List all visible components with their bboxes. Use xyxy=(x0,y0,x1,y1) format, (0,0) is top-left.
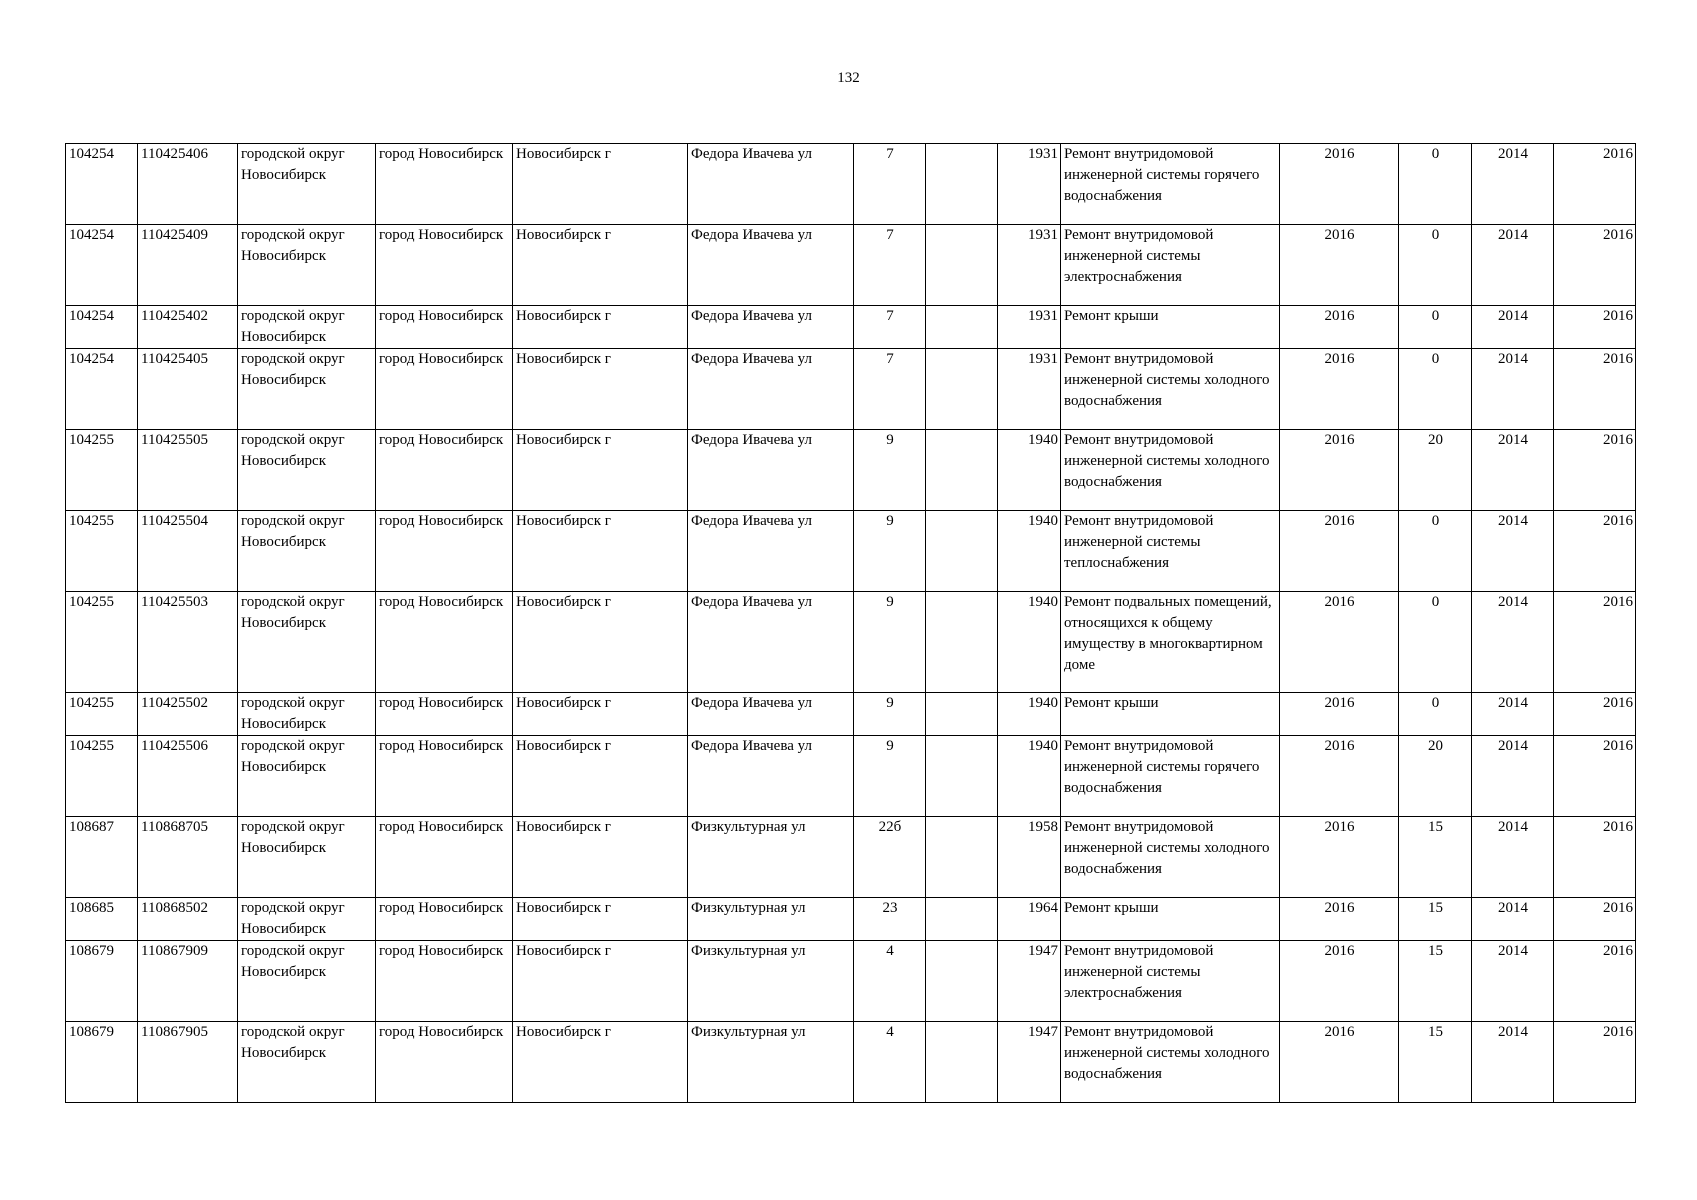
cell-period-start: 2014 xyxy=(1472,349,1554,430)
cell-id: 108679 xyxy=(66,941,138,1022)
cell-house: 4 xyxy=(854,941,926,1022)
cell-year-planned: 2016 xyxy=(1280,736,1399,817)
cell-year-planned: 2016 xyxy=(1280,898,1399,941)
cell-code: 110425402 xyxy=(138,306,238,349)
cell-year-built: 1931 xyxy=(998,349,1061,430)
cell-work: Ремонт внутридомовой инженерной системы электроснабжения xyxy=(1061,225,1280,306)
cell-year-planned: 2016 xyxy=(1280,144,1399,225)
cell-year-built: 1947 xyxy=(998,941,1061,1022)
cell-period-end: 2016 xyxy=(1554,144,1636,225)
cell-code: 110425505 xyxy=(138,430,238,511)
table-row xyxy=(66,898,1636,941)
cell-id: 108679 xyxy=(66,1022,138,1103)
cell-period-end: 2016 xyxy=(1554,511,1636,592)
cell-house: 7 xyxy=(854,306,926,349)
cell-year-built: 1964 xyxy=(998,898,1061,941)
cell-house: 7 xyxy=(854,144,926,225)
cell-period-end: 2016 xyxy=(1554,225,1636,306)
cell-locality: Новосибирск г xyxy=(513,941,688,1022)
table-row xyxy=(66,817,1636,898)
cell-municipality: город Новосибирск xyxy=(376,511,513,592)
cell-period-start: 2014 xyxy=(1472,898,1554,941)
cell-building xyxy=(926,306,998,349)
cell-locality: Новосибирск г xyxy=(513,1022,688,1103)
cell-municipality: город Новосибирск xyxy=(376,349,513,430)
cell-code: 110425504 xyxy=(138,511,238,592)
cell-period-end: 2016 xyxy=(1554,306,1636,349)
capital-repair-table xyxy=(65,143,1636,1103)
cell-id: 104254 xyxy=(66,225,138,306)
cell-district: городской округ Новосибирск xyxy=(238,511,376,592)
cell-code: 110425502 xyxy=(138,693,238,736)
cell-code: 110425405 xyxy=(138,349,238,430)
page-number: 132 xyxy=(837,70,860,86)
cell-street: Федора Ивачева ул xyxy=(688,693,854,736)
cell-year-planned: 2016 xyxy=(1280,225,1399,306)
cell-district: городской округ Новосибирск xyxy=(238,736,376,817)
cell-building xyxy=(926,1022,998,1103)
table-row xyxy=(66,225,1636,306)
table-row xyxy=(66,1022,1636,1103)
cell-year-planned: 2016 xyxy=(1280,693,1399,736)
cell-district: городской округ Новосибирск xyxy=(238,817,376,898)
cell-year-planned: 2016 xyxy=(1280,592,1399,693)
cell-district: городской округ Новосибирск xyxy=(238,144,376,225)
cell-locality: Новосибирск г xyxy=(513,144,688,225)
cell-locality: Новосибирск г xyxy=(513,430,688,511)
cell-work: Ремонт внутридомовой инженерной системы холодного водоснабжения xyxy=(1061,1022,1280,1103)
cell-period-end: 2016 xyxy=(1554,736,1636,817)
cell-locality: Новосибирск г xyxy=(513,511,688,592)
cell-building xyxy=(926,511,998,592)
cell-year-planned: 2016 xyxy=(1280,349,1399,430)
cell-wear: 0 xyxy=(1399,225,1472,306)
cell-period-start: 2014 xyxy=(1472,736,1554,817)
cell-locality: Новосибирск г xyxy=(513,817,688,898)
cell-street: Федора Ивачева ул xyxy=(688,144,854,225)
cell-wear: 0 xyxy=(1399,592,1472,693)
cell-municipality: город Новосибирск xyxy=(376,306,513,349)
cell-wear: 15 xyxy=(1399,817,1472,898)
cell-locality: Новосибирск г xyxy=(513,349,688,430)
cell-year-built: 1931 xyxy=(998,306,1061,349)
cell-code: 110867905 xyxy=(138,1022,238,1103)
cell-period-start: 2014 xyxy=(1472,941,1554,1022)
cell-id: 104255 xyxy=(66,693,138,736)
cell-building xyxy=(926,225,998,306)
cell-wear: 20 xyxy=(1399,736,1472,817)
cell-building xyxy=(926,693,998,736)
cell-house: 4 xyxy=(854,1022,926,1103)
cell-district: городской округ Новосибирск xyxy=(238,1022,376,1103)
cell-code: 110868502 xyxy=(138,898,238,941)
cell-municipality: город Новосибирск xyxy=(376,736,513,817)
cell-id: 104255 xyxy=(66,592,138,693)
cell-work: Ремонт внутридомовой инженерной системы горячего водоснабжения xyxy=(1061,144,1280,225)
cell-code: 110425506 xyxy=(138,736,238,817)
cell-work: Ремонт внутридомовой инженерной системы холодного водоснабжения xyxy=(1061,430,1280,511)
cell-period-start: 2014 xyxy=(1472,1022,1554,1103)
cell-period-start: 2014 xyxy=(1472,693,1554,736)
cell-wear: 0 xyxy=(1399,349,1472,430)
cell-id: 108685 xyxy=(66,898,138,941)
cell-municipality: город Новосибирск xyxy=(376,941,513,1022)
cell-building xyxy=(926,592,998,693)
cell-house: 23 xyxy=(854,898,926,941)
cell-house: 7 xyxy=(854,225,926,306)
cell-year-planned: 2016 xyxy=(1280,1022,1399,1103)
cell-work: Ремонт крыши xyxy=(1061,898,1280,941)
cell-locality: Новосибирск г xyxy=(513,225,688,306)
cell-wear: 15 xyxy=(1399,1022,1472,1103)
cell-wear: 20 xyxy=(1399,430,1472,511)
cell-period-start: 2014 xyxy=(1472,817,1554,898)
cell-locality: Новосибирск г xyxy=(513,693,688,736)
cell-period-start: 2014 xyxy=(1472,592,1554,693)
cell-id: 104255 xyxy=(66,430,138,511)
cell-house: 22б xyxy=(854,817,926,898)
cell-municipality: город Новосибирск xyxy=(376,225,513,306)
cell-year-planned: 2016 xyxy=(1280,306,1399,349)
table-body xyxy=(66,144,1636,1103)
cell-district: городской округ Новосибирск xyxy=(238,225,376,306)
cell-year-built: 1940 xyxy=(998,511,1061,592)
table-row xyxy=(66,430,1636,511)
cell-house: 9 xyxy=(854,430,926,511)
cell-municipality: город Новосибирск xyxy=(376,693,513,736)
table-row xyxy=(66,511,1636,592)
cell-code: 110867909 xyxy=(138,941,238,1022)
cell-period-end: 2016 xyxy=(1554,349,1636,430)
cell-building xyxy=(926,349,998,430)
cell-year-planned: 2016 xyxy=(1280,511,1399,592)
cell-year-planned: 2016 xyxy=(1280,817,1399,898)
cell-building xyxy=(926,144,998,225)
cell-district: городской округ Новосибирск xyxy=(238,693,376,736)
cell-work: Ремонт крыши xyxy=(1061,693,1280,736)
cell-period-start: 2014 xyxy=(1472,511,1554,592)
cell-house: 9 xyxy=(854,511,926,592)
cell-work: Ремонт внутридомовой инженерной системы холодного водоснабжения xyxy=(1061,349,1280,430)
cell-municipality: город Новосибирск xyxy=(376,1022,513,1103)
cell-period-start: 2014 xyxy=(1472,225,1554,306)
cell-street: Федора Ивачева ул xyxy=(688,225,854,306)
cell-street: Федора Ивачева ул xyxy=(688,349,854,430)
cell-work: Ремонт крыши xyxy=(1061,306,1280,349)
cell-id: 104255 xyxy=(66,736,138,817)
cell-period-end: 2016 xyxy=(1554,941,1636,1022)
cell-street: Федора Ивачева ул xyxy=(688,430,854,511)
table-row xyxy=(66,736,1636,817)
table-row xyxy=(66,592,1636,693)
cell-street: Федора Ивачева ул xyxy=(688,306,854,349)
cell-period-end: 2016 xyxy=(1554,693,1636,736)
cell-code: 110425503 xyxy=(138,592,238,693)
cell-locality: Новосибирск г xyxy=(513,306,688,349)
cell-street: Физкультурная ул xyxy=(688,1022,854,1103)
cell-municipality: город Новосибирск xyxy=(376,430,513,511)
cell-building xyxy=(926,736,998,817)
cell-year-planned: 2016 xyxy=(1280,430,1399,511)
cell-street: Физкультурная ул xyxy=(688,941,854,1022)
cell-id: 108687 xyxy=(66,817,138,898)
cell-work: Ремонт внутридомовой инженерной системы холодного водоснабжения xyxy=(1061,817,1280,898)
cell-year-built: 1940 xyxy=(998,592,1061,693)
cell-id: 104254 xyxy=(66,349,138,430)
cell-period-start: 2014 xyxy=(1472,144,1554,225)
cell-wear: 0 xyxy=(1399,511,1472,592)
cell-year-built: 1940 xyxy=(998,693,1061,736)
cell-wear: 0 xyxy=(1399,693,1472,736)
cell-house: 9 xyxy=(854,736,926,817)
cell-municipality: город Новосибирск xyxy=(376,592,513,693)
cell-year-planned: 2016 xyxy=(1280,941,1399,1022)
cell-work: Ремонт внутридомовой инженерной системы теплоснабжения xyxy=(1061,511,1280,592)
cell-house: 9 xyxy=(854,693,926,736)
cell-street: Федора Ивачева ул xyxy=(688,592,854,693)
cell-wear: 0 xyxy=(1399,144,1472,225)
cell-period-start: 2014 xyxy=(1472,306,1554,349)
table-row xyxy=(66,941,1636,1022)
cell-code: 110425406 xyxy=(138,144,238,225)
cell-district: городской округ Новосибирск xyxy=(238,306,376,349)
cell-id: 104255 xyxy=(66,511,138,592)
cell-wear: 15 xyxy=(1399,898,1472,941)
cell-building xyxy=(926,941,998,1022)
cell-year-built: 1931 xyxy=(998,225,1061,306)
cell-year-built: 1940 xyxy=(998,430,1061,511)
cell-street: Федора Ивачева ул xyxy=(688,511,854,592)
cell-year-built: 1931 xyxy=(998,144,1061,225)
cell-period-end: 2016 xyxy=(1554,817,1636,898)
cell-work: Ремонт внутридомовой инженерной системы горячего водоснабжения xyxy=(1061,736,1280,817)
cell-id: 104254 xyxy=(66,144,138,225)
cell-period-end: 2016 xyxy=(1554,1022,1636,1103)
cell-building xyxy=(926,430,998,511)
cell-house: 7 xyxy=(854,349,926,430)
cell-period-end: 2016 xyxy=(1554,430,1636,511)
cell-municipality: город Новосибирск xyxy=(376,898,513,941)
cell-locality: Новосибирск г xyxy=(513,736,688,817)
cell-wear: 15 xyxy=(1399,941,1472,1022)
cell-building xyxy=(926,898,998,941)
table-row xyxy=(66,306,1636,349)
cell-street: Физкультурная ул xyxy=(688,898,854,941)
cell-municipality: город Новосибирск xyxy=(376,817,513,898)
cell-wear: 0 xyxy=(1399,306,1472,349)
cell-work: Ремонт внутридомовой инженерной системы электроснабжения xyxy=(1061,941,1280,1022)
cell-year-built: 1947 xyxy=(998,1022,1061,1103)
table-row xyxy=(66,144,1636,225)
cell-district: городской округ Новосибирск xyxy=(238,349,376,430)
cell-district: городской округ Новосибирск xyxy=(238,898,376,941)
cell-period-end: 2016 xyxy=(1554,898,1636,941)
cell-id: 104254 xyxy=(66,306,138,349)
cell-code: 110425409 xyxy=(138,225,238,306)
cell-year-built: 1940 xyxy=(998,736,1061,817)
cell-code: 110868705 xyxy=(138,817,238,898)
cell-street: Физкультурная ул xyxy=(688,817,854,898)
cell-year-built: 1958 xyxy=(998,817,1061,898)
cell-work: Ремонт подвальных помещений, относящихся к общему имуществу в многоквартирном доме xyxy=(1061,592,1280,693)
cell-district: городской округ Новосибирск xyxy=(238,592,376,693)
cell-district: городской округ Новосибирск xyxy=(238,430,376,511)
cell-building xyxy=(926,817,998,898)
cell-municipality: город Новосибирск xyxy=(376,144,513,225)
cell-locality: Новосибирск г xyxy=(513,592,688,693)
table-row xyxy=(66,349,1636,430)
cell-period-start: 2014 xyxy=(1472,430,1554,511)
table-row xyxy=(66,693,1636,736)
cell-district: городской округ Новосибирск xyxy=(238,941,376,1022)
cell-street: Федора Ивачева ул xyxy=(688,736,854,817)
cell-locality: Новосибирск г xyxy=(513,898,688,941)
cell-house: 9 xyxy=(854,592,926,693)
cell-period-end: 2016 xyxy=(1554,592,1636,693)
